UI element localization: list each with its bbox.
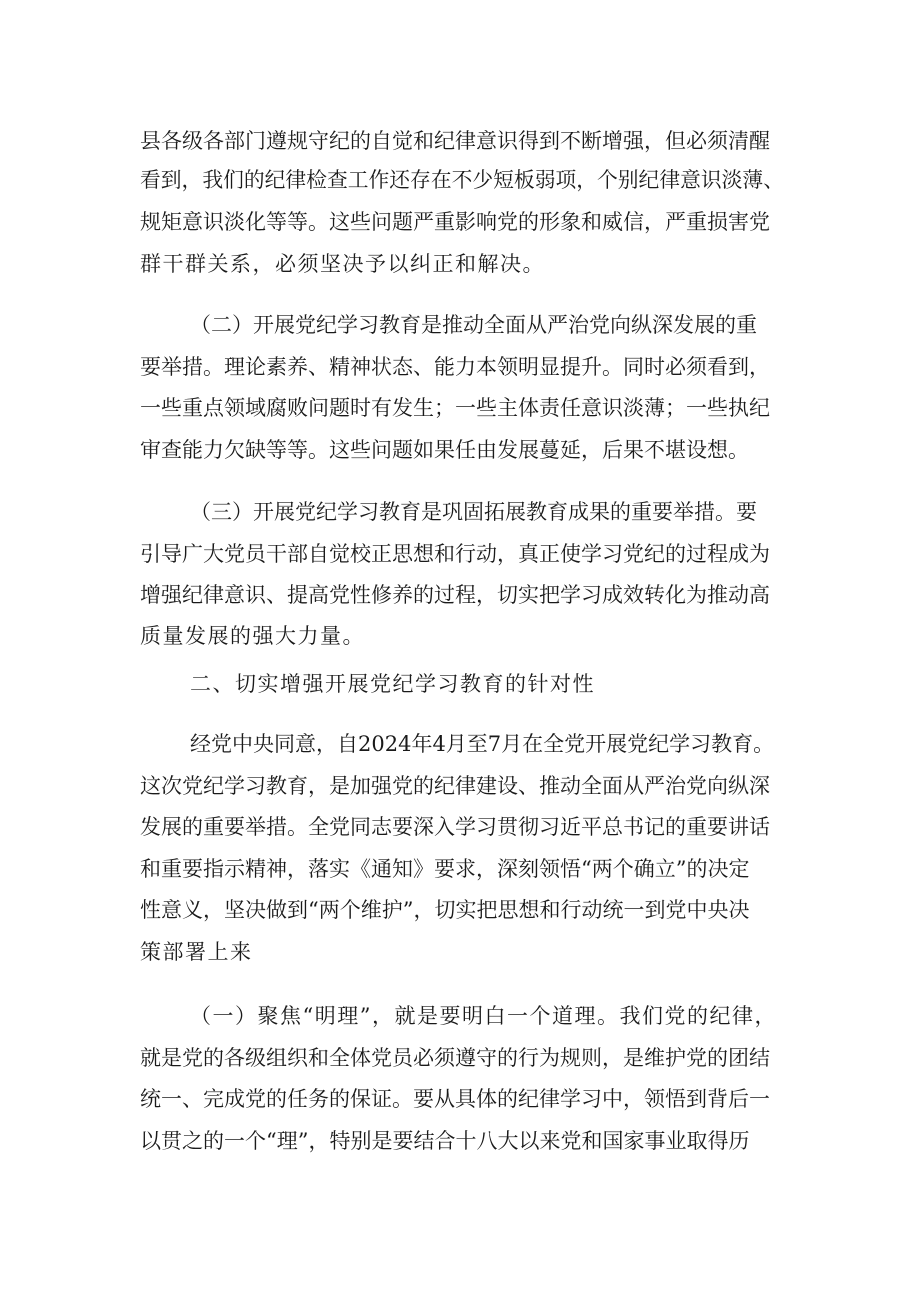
paragraph-2-line-3: 一些重点领域腐败问题时有发生；一些主体责任意识淡薄；一些执纪 [140,396,770,420]
section-heading: 二、切实增强开展党纪学习教育的针对性 [190,672,595,696]
paragraph-2-line-2: 要举措。理论素养、精神状态、能力本领明显提升。同时必须看到， [140,355,770,379]
paragraph-5-line-3: 发展的重要举措。全党同志要深入学习贯彻习近平总书记的重要讲话 [140,815,770,839]
paragraph-1-line-1: 县各级各部门遵规守纪的自觉和纪律意识得到不断增强，但必须清醒 [140,129,770,153]
paragraph-2-line-1: （二）开展党纪学习教育是推动全面从严治党向纵深发展的重 [190,313,757,337]
paragraph-6-line-2: 就是党的各级组织和全体党员必须遵守的行为规则，是维护党的团结 [140,1046,770,1070]
paragraph-5-line-1: 经党中央同意，自2024年4月至7月在全党开展党纪学习教育。 [190,732,775,756]
paragraph-1-line-3: 规矩意识淡化等等。这些问题严重影响党的形象和威信，严重损害党 [140,210,770,234]
paragraph-5-line-4: 和重要指示精神，落实《通知》要求，深刻领悟“两个确立”的决定 [140,857,750,881]
paragraph-5-line-6: 策部署上来 [140,940,253,964]
paragraph-1-line-2: 看到，我们的纪律检查工作还存在不少短板弱项，个别纪律意识淡薄、 [140,168,784,192]
paragraph-1-line-4: 群干群关系，必须坚决予以纠正和解决。 [140,252,545,276]
paragraph-6-line-4: 以贯之的一个“理”，特别是要结合十八大以来党和国家事业取得历 [140,1129,750,1153]
paragraph-3-line-2: 引导广大党员干部自觉校正思想和行动，真正使学习党纪的过程成为 [140,542,770,566]
paragraph-6-line-3: 统一、完成党的任务的保证。要从具体的纪律学习中，领悟到背后一 [140,1087,770,1111]
paragraph-2-line-4: 审查能力欠缺等等。这些问题如果任由发展蔓延，后果不堪设想。 [140,438,749,462]
paragraph-6-line-1: （一）聚焦“明理”，就是要明白一个道理。我们党的纪律， [190,1004,777,1028]
paragraph-3-line-1: （三）开展党纪学习教育是巩固拓展教育成果的重要举措。要 [190,500,757,524]
paragraph-5-line-5: 性意义，坚决做到“两个维护”，切实把思想和行动统一到党中央决 [140,898,750,922]
paragraph-5-line-2: 这次党纪学习教育，是加强党的纪律建设、推动全面从严治党向纵深 [140,774,770,798]
paragraph-3-line-4: 质量发展的强大力量。 [140,624,365,648]
paragraph-3-line-3: 增强纪律意识、提高党性修养的过程，切实把学习成效转化为推动高 [140,583,770,607]
